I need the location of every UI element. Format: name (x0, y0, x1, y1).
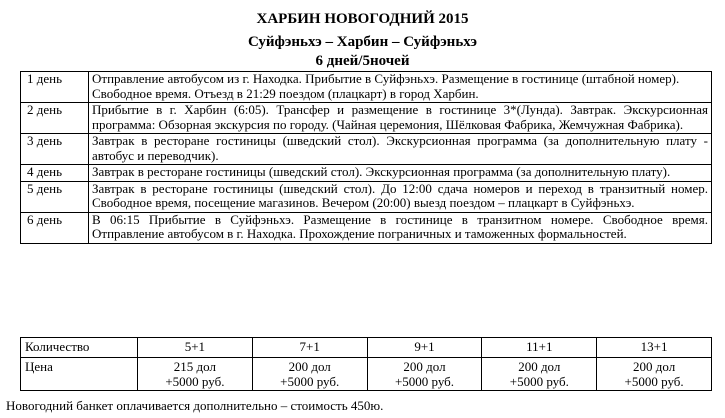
day-description: Завтрак в ресторане гостиницы (шведский стол). Экскурсионная программа (за дополнительную плату - автобус и переводчик). (89, 134, 712, 165)
day-label: 4 день (21, 165, 89, 182)
price-cell (252, 358, 367, 391)
price-cell (482, 358, 597, 391)
table-row (21, 181, 712, 212)
day-label: 1 день (21, 72, 89, 103)
day-text-extra: Свободное время. Отъезд в 21:29 поездом (плацкарт) в город Харбин. (92, 85, 479, 101)
price-row (21, 358, 712, 391)
route: Суйфэньхэ – Харбин – Суйфэньхэ (247, 34, 478, 50)
day-description (89, 72, 712, 103)
price-rubles: +5000 руб. (394, 374, 455, 389)
price-dollars: 200 дол (633, 359, 676, 374)
day-label: 6 день (21, 212, 89, 243)
day-description: Завтрак в ресторане гостиницы (шведский стол). Экскурсионная программа (за дополнительную плату). (89, 165, 712, 182)
price-cell (367, 358, 482, 391)
day-text: Отправление автобусом из г. Находка. Прибытие в Суйфэньхэ. Размещение в гостинице (штабной номер). (92, 71, 680, 86)
price-rubles: +5000 руб. (624, 374, 684, 389)
table-row (21, 165, 712, 182)
price-table (20, 337, 712, 391)
quantity-cell: 11+1 (482, 338, 597, 358)
table-row (21, 212, 712, 243)
day-label: 5 день (21, 181, 89, 212)
price-dollars: 200 дол (403, 359, 446, 374)
table-row (21, 134, 712, 165)
quantity-row (21, 338, 712, 358)
price-dollars: 200 дол (518, 359, 561, 374)
price-cell (138, 358, 253, 391)
quantity-cell: 9+1 (367, 338, 482, 358)
price-cell (597, 358, 712, 391)
day-description: Завтрак в ресторане гостиницы (шведский стол). До 12:00 сдача номеров и переход в транзитный номер. Свободное время, посещение магазинов. Вечером (20:00) выезд поездом – плацкарт в Суйфэньхэ. (89, 181, 712, 212)
price-label: Цена (21, 358, 138, 391)
price-rubles: +5000 руб. (165, 374, 225, 389)
quantity-cell: 13+1 (597, 338, 712, 358)
table-row (21, 72, 712, 103)
price-rubles: +5000 руб. (509, 374, 569, 389)
day-description: Прибытие в г. Харбин (6:05). Трансфер и размещение в гостинице 3*(Лунда). Завтрак. Экскурсионная программа: Обзорная экскурсия по городу. (Чайная церемония, Шёлковая Фабрика, Жемчужная Фабрика). (89, 103, 712, 134)
quantity-label: Количество (21, 338, 138, 358)
quantity-cell: 7+1 (252, 338, 367, 358)
price-dollars: 215 дол (173, 359, 216, 374)
duration: 6 дней/5ночей (315, 53, 410, 69)
price-dollars: 200 дол (288, 359, 331, 374)
quantity-cell: 5+1 (138, 338, 253, 358)
table-row (21, 103, 712, 134)
day-label: 2 день (21, 103, 89, 134)
day-label: 3 день (21, 134, 89, 165)
banquet-note: Новогодний банкет оплачивается дополнительно – стоимость 450ю. (6, 398, 384, 413)
day-description: В 06:15 Прибытие в Суйфэньхэ. Размещение в гостинице в транзитном номере. Свободное время. Отправление автобусом в г. Находка. Прохождение пограничных и таможенных формальностей. (89, 212, 712, 243)
itinerary-table (20, 71, 712, 244)
price-rubles: +5000 руб. (280, 374, 340, 389)
document-title: ХАРБИН НОВОГОДНИЙ 2015 (256, 11, 469, 27)
